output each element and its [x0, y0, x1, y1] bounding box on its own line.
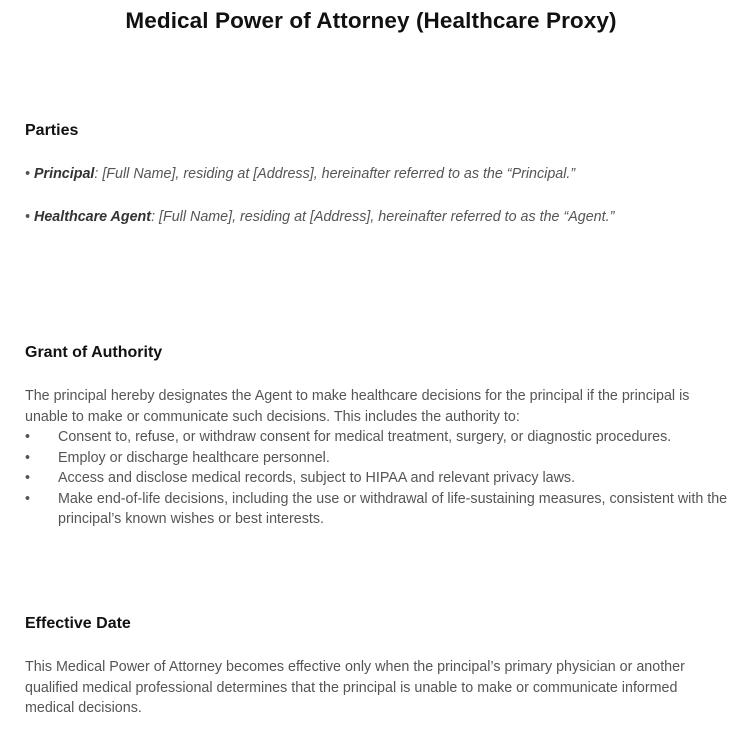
party-principal: [25, 166, 575, 182]
bullet: •: [25, 209, 31, 225]
list-item: [25, 427, 730, 448]
parties-heading: Parties: [25, 122, 79, 139]
list-item: [25, 448, 730, 469]
list-item-text: Access and disclose medical records, subject to HIPAA and relevant privacy laws.: [58, 470, 576, 486]
bullet: •: [25, 470, 31, 486]
bullet: •: [25, 449, 31, 466]
grant-intro: The principal hereby designates the Agent to make healthcare decisions for the principal if the principal is unable to make or communicate such decisions. This includes the authority to:: [25, 388, 690, 425]
document-title: Medical Power of Attorney (Healthcare Proxy): [125, 8, 617, 33]
grant-authority-list: [25, 427, 730, 530]
list-item-text: Consent to, refuse, or withdraw consent for medical treatment, surgery, or diagnostic procedures.: [58, 429, 672, 445]
grant-heading: Grant of Authority: [25, 344, 163, 361]
effective-text: This Medical Power of Attorney becomes effective only when the principal’s primary physician or another qualified medical professional determines that the principal is unable to make or communicate informed medical decisions.: [25, 659, 685, 716]
party-agent-text: : [Full Name], residing at [Address], hereinafter referred to as the “Agent.”: [151, 209, 615, 225]
party-principal-label: Principal: [34, 166, 95, 182]
bullet: •: [25, 166, 31, 182]
party-agent-label: Healthcare Agent: [34, 209, 152, 225]
effective-heading: Effective Date: [25, 615, 131, 632]
party-principal-text: : [Full Name], residing at [Address], hereinafter referred to as the “Principal.”: [94, 166, 576, 182]
list-item: [25, 468, 730, 489]
bullet: •: [25, 429, 31, 445]
list-item-text: Employ or discharge healthcare personnel.: [58, 449, 330, 466]
bullet: •: [25, 490, 31, 507]
list-item: [25, 489, 730, 530]
party-agent: [25, 209, 614, 225]
list-item-text: Make end-of-life decisions, including the use or withdrawal of life-sustaining measures, consistent with the principal’s known wishes or best interests.: [58, 490, 728, 527]
